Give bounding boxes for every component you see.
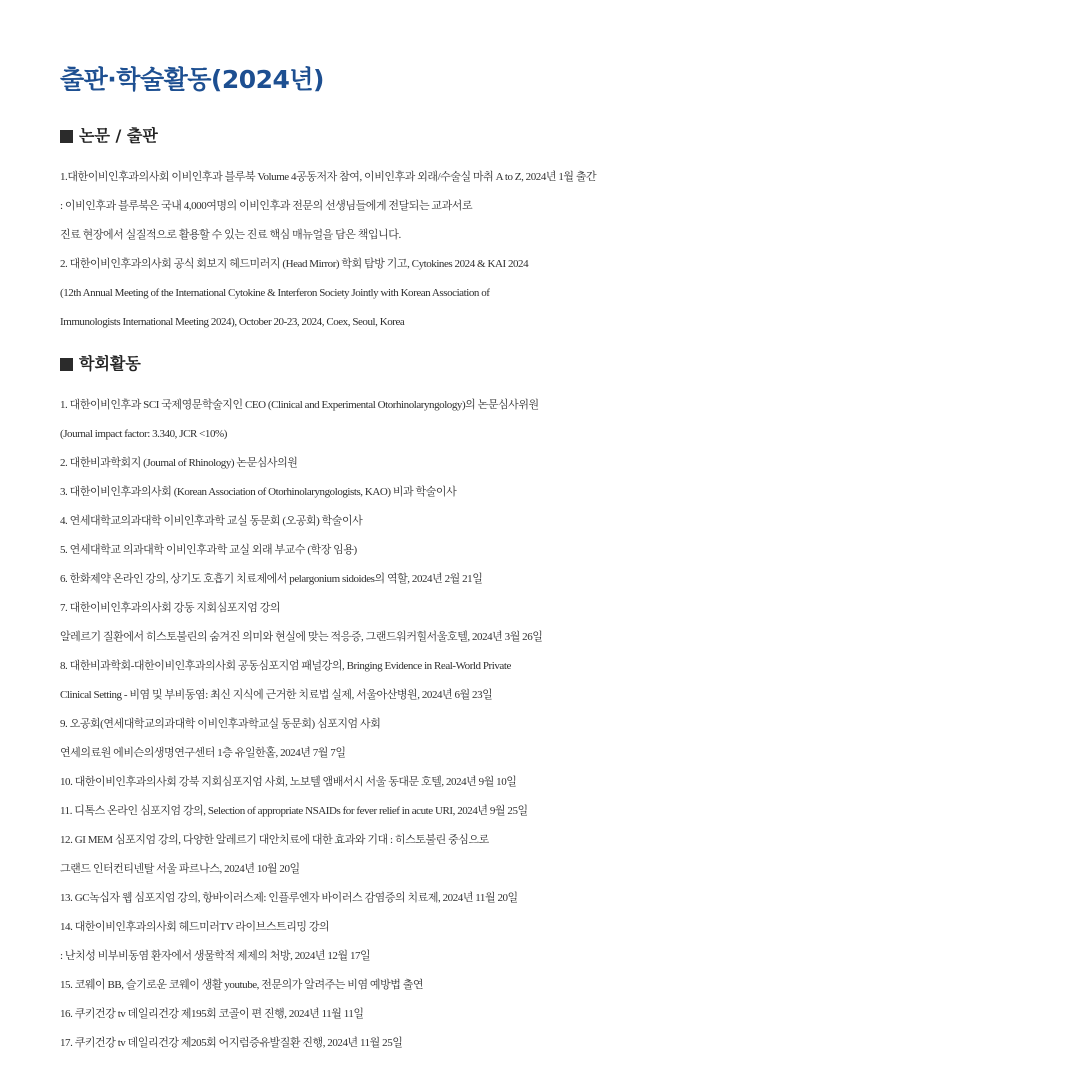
section-heading-label: 논문 / 출판 [79, 126, 158, 145]
section-heading-publications [60, 125, 1040, 147]
list-item: 9. 오공회(연세대학교의과대학 이비인후과학교실 동문회) 심포지엄 사회 [60, 718, 381, 730]
list-item: (Journal impact factor: 3.340, JCR <10%) [60, 428, 227, 440]
list-item: 8. 대한비과학회-대한이비인후과의사회 공동심포지엄 패널강의, Bringing Evidence in Real-World Private [60, 660, 511, 672]
list-item: 진료 현장에서 실질적으로 활용할 수 있는 진료 핵심 매뉴얼을 담은 책입니다. [60, 229, 401, 241]
square-bullet-icon [60, 358, 73, 371]
list-item: : 이비인후과 블루북은 국내 4,000여명의 이비인후과 전문의 선생님들에게 전달되는 교과서로 [60, 200, 473, 212]
list-item: 알레르기 질환에서 히스토불린의 숨겨진 의미와 현실에 맞는 적응증, 그랜드워커힐서울호텔, 2024년 3월 26일 [60, 631, 543, 643]
list-item: 1. 대한이비인후과 SCI 국제영문학술지인 CEO (Clinical and Experimental Otorhinolaryngology)의 논문심사위원 [60, 399, 539, 411]
list-item: 7. 대한이비인후과의사회 강동 지회심포지엄 강의 [60, 602, 281, 614]
list-item: 4. 연세대학교의과대학 이비인후과학 교실 동문회 (오공회) 학술이사 [60, 515, 363, 527]
list-item: (12th Annual Meeting of the International Cytokine & Interferon Society Jointly with Korean Association of [60, 287, 490, 299]
section-heading-label: 학회활동 [79, 354, 141, 373]
list-item: Immunologists International Meeting 2024), October 20-23, 2024, Coex, Seoul, Korea [60, 316, 405, 328]
list-item: Clinical Setting - 비염 및 부비동염: 최신 지식에 근거한 치료법 실제, 서울아산병원, 2024년 6월 23일 [60, 689, 493, 701]
list-item: 6. 한화제약 온라인 강의, 상기도 호흡기 치료제에서 pelargonium sidoides의 역할, 2024년 2월 21일 [60, 573, 483, 585]
list-item: 15. 코웨이 BB, 슬기로운 코웨이 생활 youtube, 전문의가 알려주는 비염 예방법 출연 [60, 979, 424, 991]
list-item: 2. 대한이비인후과의사회 공식 회보지 헤드미러지 (Head Mirror) 학회 탐방 기고, Cytokines 2024 & KAI 2024 [60, 258, 529, 270]
list-item: 10. 대한이비인후과의사회 강북 지회심포지엄 사회, 노보텔 앰배서시 서울 동대문 호텔, 2024년 9월 10일 [60, 776, 517, 788]
list-item: : 난치성 비부비동염 환자에서 생물학적 제제의 처방, 2024년 12월 17일 [60, 950, 371, 962]
list-item: 5. 연세대학교 의과대학 이비인후과학 교실 외래 부교수 (학장 임용) [60, 544, 357, 556]
list-item: 16. 쿠키건강 tv 데일리건강 제195회 코골이 편 진행, 2024년 11월 11일 [60, 1008, 364, 1020]
list-item: 14. 대한이비인후과의사회 헤드미러TV 라이브스트리밍 강의 [60, 921, 330, 933]
square-bullet-icon [60, 130, 73, 143]
list-item: 2. 대한비과학회지 (Journal of Rhinology) 논문심사의원 [60, 457, 298, 469]
list-item: 그랜드 인터컨티넨탈 서울 파르나스, 2024년 10월 20일 [60, 863, 300, 875]
publications-page [60, 62, 1040, 1058]
section-heading-academic [60, 353, 1040, 375]
list-item: 1.대한이비인후과의사회 이비인후과 블루북 Volume 4공동저자 참여, 이비인후과 외래/수술실 마취 A to Z, 2024년 1월 출간 [60, 171, 597, 183]
list-item: 12. GI MEM 심포지엄 강의, 다양한 알레르기 대안치료에 대한 효과와 기대 : 히스토불린 중심으로 [60, 834, 489, 846]
list-item: 13. GC녹십자 웹 심포지엄 강의, 항바이러스제: 인플루엔자 바이러스 감염증의 치료제, 2024년 11월 20일 [60, 892, 518, 904]
page-title: 출판·학술활동(2024년) [60, 65, 324, 94]
publications-list [60, 163, 1040, 337]
list-item: 17. 쿠키건강 tv 데일리건강 제205회 어지럼증유발질환 진행, 2024년 11월 25일 [60, 1037, 403, 1049]
academic-activities-list [60, 391, 1040, 1058]
section-spacer [60, 337, 1040, 353]
list-item: 3. 대한이비인후과의사회 (Korean Association of Otorhinolaryngologists, KAO) 비과 학술이사 [60, 486, 457, 498]
list-item: 11. 디톡스 온라인 심포지엄 강의, Selection of appropriate NSAIDs for fever relief in acute URI, 2024년 9월 25일 [60, 805, 528, 817]
list-item: 연세의료원 에비슨의생명연구센터 1층 유일한홀, 2024년 7월 7일 [60, 747, 346, 759]
